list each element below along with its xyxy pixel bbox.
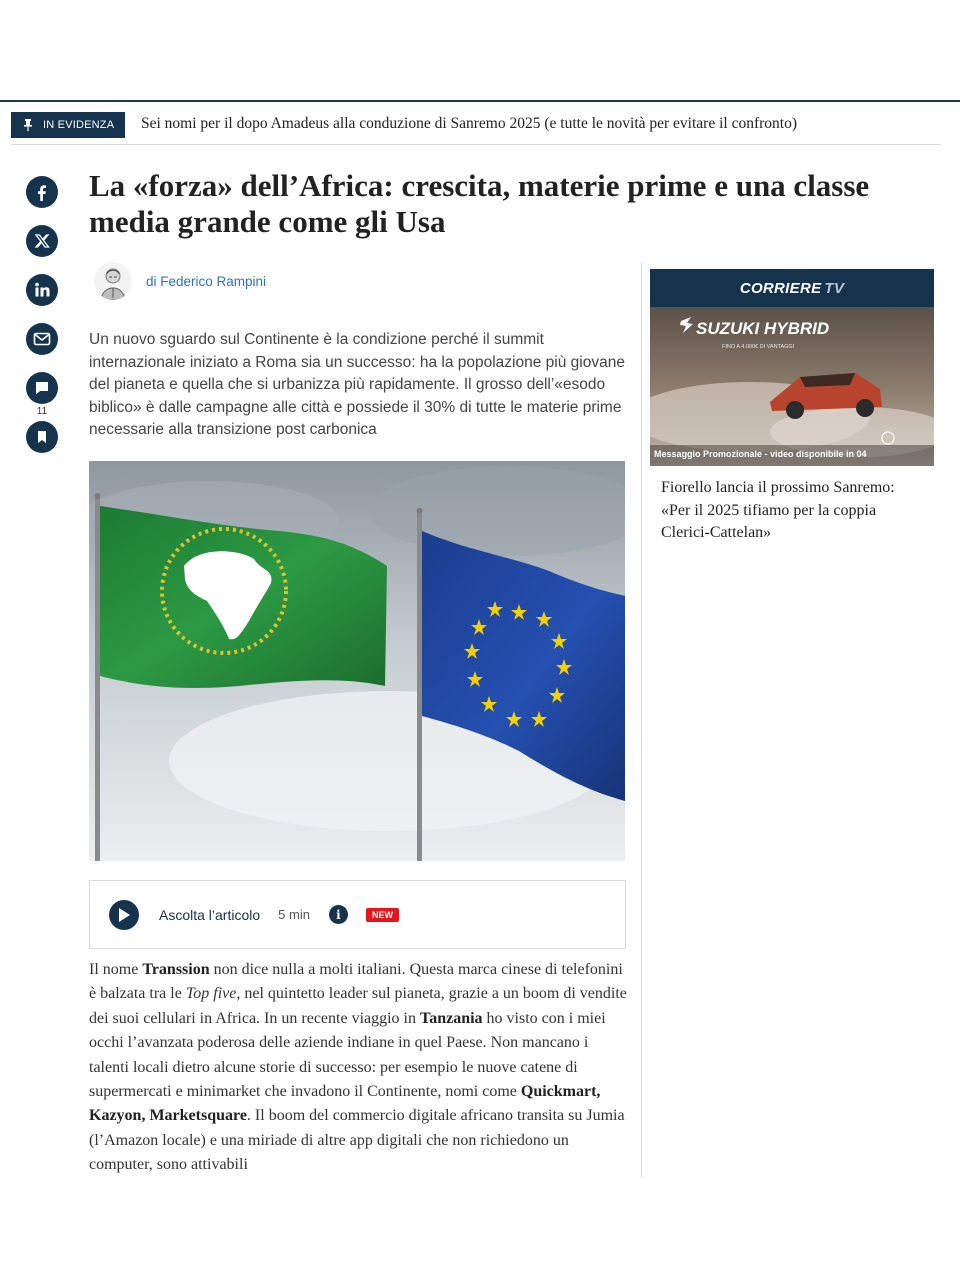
- audio-duration: 5 min: [278, 907, 310, 922]
- sidebar-divider: [641, 262, 642, 1178]
- body-text-run: . Il boom del commercio digitale africano transita su Jumia (l’Amazon locale) e una miriade di altre app digitali che non richiedono un computer, sono attivabili: [89, 1107, 625, 1174]
- article-body: [89, 958, 629, 1180]
- article-summary: Un nuovo sguardo sul Continente è la condizione perché il summit internazionale iniziato a Roma sia un successo: ha la popolazione più giovane del pianeta e quella che si urbanizza più rapidamente. Il grosso dell’«esodo biblico» è dalle campagne alle città e possiede il 30% di tutte le materie prime necessarie alla transizione post carbonica: [89, 331, 625, 439]
- body-paragraph: [89, 958, 629, 1178]
- body-bold-run[interactable]: Quickmart, Kazyon, Marketsquare: [89, 1083, 601, 1125]
- hero-image-flags: [89, 461, 625, 861]
- top-rule: [0, 100, 960, 102]
- author-byline: [94, 262, 266, 300]
- play-button[interactable]: [109, 900, 139, 930]
- body-bold-run[interactable]: Tanzania: [420, 1009, 483, 1027]
- comment-count: 11: [36, 406, 48, 417]
- ad-line-text: FINO A 4.000€ DI VANTAGGI: [722, 344, 795, 350]
- video-thumbnail[interactable]: [650, 307, 934, 466]
- ad-notice-text: Messaggio Promozionale - video disponibile in 04: [654, 449, 867, 459]
- corriere-tv-brand: CORRIERE: [739, 279, 822, 297]
- author-name[interactable]: di Federico Rampini: [146, 273, 267, 289]
- evidenza-tag-label: IN EVIDENZA: [43, 119, 115, 131]
- body-text-run: non dice nulla a molti italiani. Questa marca cinese di telefonini è balzata tra le: [89, 961, 623, 1003]
- email-icon: [32, 329, 52, 349]
- bookmark-button[interactable]: [26, 421, 58, 453]
- linkedin-icon: [32, 280, 52, 300]
- comment-button[interactable]: [26, 372, 58, 404]
- article-headline: La «forza» dell’Africa: crescita, materie prime e una classe media grande come gli Usa: [89, 168, 870, 239]
- bookmark-icon: [32, 427, 52, 447]
- x-share-button[interactable]: [26, 225, 58, 257]
- body-text-run: ho visto con i miei occhi l’avanzata poderosa delle aziende indiane in quel Paese. Non mancano i talenti locali dietro alcune storie di successo: per esempio le nuove catene di supermercati e minimarket che invadono il Continente, nomi come: [89, 1009, 606, 1101]
- corriere-tv-logo: [650, 269, 934, 307]
- corriere-tv-suffix: TV: [824, 279, 845, 297]
- author-avatar: [94, 262, 132, 300]
- body-bold-run[interactable]: Transsion: [142, 961, 210, 978]
- facebook-share-button[interactable]: [26, 176, 58, 208]
- video-caption-link[interactable]: Fiorello lancia il prossimo Sanremo: «Per il 2025 tifiamo per la coppia Clerici-Cattelan»: [661, 479, 895, 541]
- ad-brand-text: SUZUKI HYBRID: [696, 319, 830, 338]
- corriere-tv-widget[interactable]: [650, 269, 934, 466]
- share-column: [26, 176, 60, 470]
- email-share-button[interactable]: [26, 323, 58, 355]
- body-italic-run: Top five: [185, 985, 237, 1003]
- evidenza-bar: [11, 111, 941, 145]
- pin-icon: [21, 118, 35, 132]
- evidenza-link[interactable]: Sei nomi per il dopo Amadeus alla conduzione di Sanremo 2025 (e tutte le novità per evitare il confronto): [141, 115, 797, 132]
- audio-player: [89, 880, 626, 949]
- facebook-icon: [32, 182, 52, 202]
- x-icon: [32, 231, 52, 251]
- linkedin-share-button[interactable]: [26, 274, 58, 306]
- body-text-run: Il nome: [89, 961, 143, 978]
- body-text-run: , nel quintetto leader sul pianeta, grazie a un boom di vendite dei suoi cellulari in Africa. In un recente viaggio in: [89, 985, 627, 1027]
- comment-icon: [32, 378, 52, 398]
- audio-listen-label[interactable]: Ascolta l’articolo: [159, 906, 261, 923]
- info-icon[interactable]: i: [329, 905, 348, 924]
- evidenza-tag: [11, 112, 125, 138]
- play-icon: [118, 908, 130, 922]
- new-badge: NEW: [366, 908, 399, 922]
